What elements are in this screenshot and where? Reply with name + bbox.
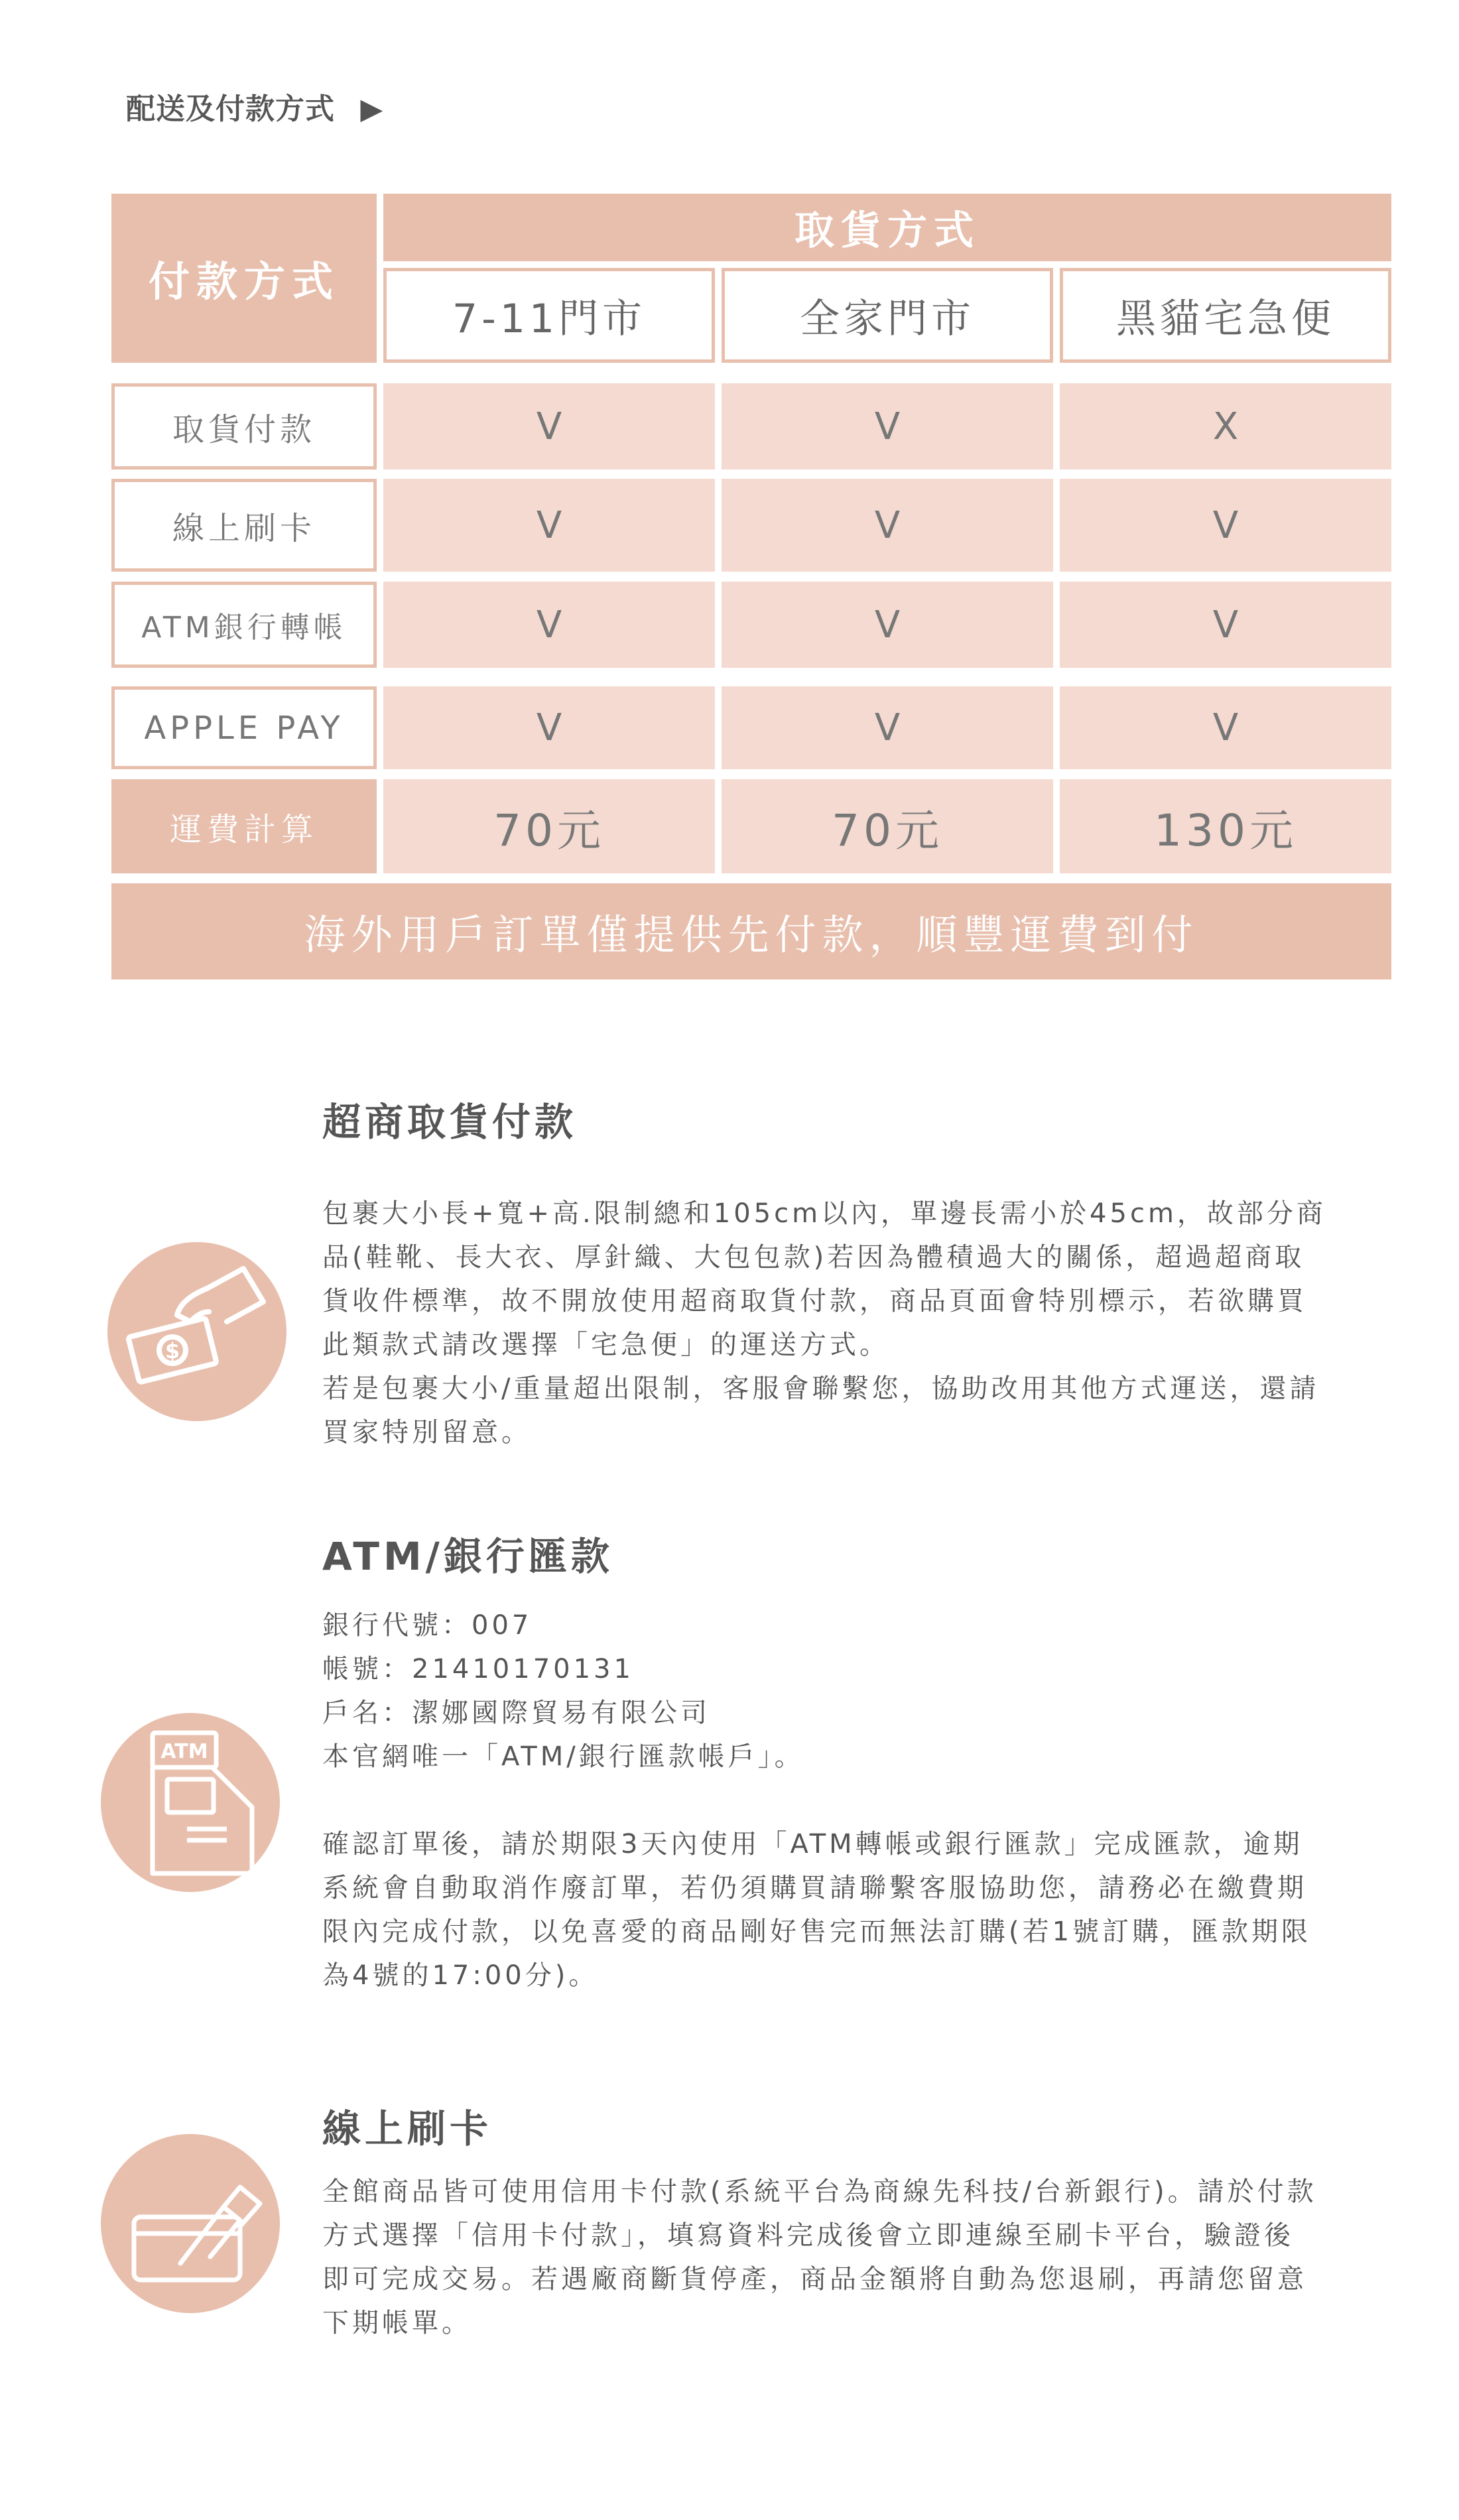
row-label-cod: 取貨付款 (111, 383, 377, 470)
section-title-cvs: 超商取貨付款 (322, 1100, 578, 1145)
section-title-atm: ATM/銀行匯款 (322, 1534, 613, 1579)
body-line: 系統會自動取消作廢訂單，若仍須購買請聯繫客服協助您，請務必在繳費期 (322, 1873, 1307, 1903)
body-line: 品(鞋靴、長大衣、厚針織、大包包款)若因為體積過大的關係，超過超商取 (322, 1242, 1305, 1273)
body-line: 為4號的17:00分)。 (322, 1960, 599, 1991)
fee-cell: 70元 (383, 779, 715, 873)
credit-card-hand-icon (101, 2134, 280, 2313)
table-cell: V (722, 582, 1053, 668)
body-line: 下期帳單。 (322, 2308, 472, 2338)
table-cell: X (1060, 383, 1391, 470)
pickup-method-header: 取貨方式 (383, 194, 1391, 261)
body-line: 帳號：21410170131 (322, 1654, 634, 1684)
fee-cell: 70元 (722, 779, 1053, 873)
row-label-shipping-fee: 運費計算 (111, 779, 377, 873)
payment-method-header: 付款方式 (111, 194, 377, 363)
row-label-credit-card: 線上刷卡 (111, 479, 377, 572)
body-line: 全館商品皆可使用信用卡付款(系統平台為商線先科技/台新銀行)。請於付款 (322, 2176, 1317, 2207)
body-line: 此類款式請改選擇「宅急便」的運送方式。 (322, 1330, 889, 1360)
play-arrow-icon: ▶ (360, 92, 384, 126)
table-cell: V (1060, 479, 1391, 572)
section-title-card: 線上刷卡 (322, 2106, 493, 2151)
body-line: 包裹大小長+寬+高.限制總和105cm以內，單邊長需小於45cm，故部分商 (322, 1198, 1326, 1229)
body-line: 即可完成交易。若遇廠商斷貨停產，商品金額將自動為您退刷，再請您留意 (322, 2264, 1307, 2295)
table-cell: V (383, 686, 715, 769)
table-cell: V (1060, 582, 1391, 668)
body-line: 買家特別留意。 (322, 1417, 531, 1448)
table-cell: V (722, 686, 1053, 769)
atm-icon-label: ATM (160, 1740, 208, 1763)
body-line: 戶名：潔娜國際貿易有限公司 (322, 1698, 710, 1728)
cash-hand-icon (107, 1242, 286, 1421)
table-cell: V (383, 582, 715, 668)
shipping-payment-table (0, 0, 1459, 995)
body-line: 確認訂單後，請於期限3天內使用「ATM轉帳或銀行匯款」完成匯款，逾期 (322, 1829, 1303, 1859)
section-body-card (322, 2170, 1370, 2345)
body-line (322, 1779, 1370, 1822)
column-header-family: 全家門市 (722, 268, 1053, 363)
table-cell: V (722, 479, 1053, 572)
overseas-note-banner: 海外用戶訂單僅提供先付款，順豐運費到付 (111, 883, 1391, 979)
section-body-cvs (322, 1192, 1370, 1454)
svg-text:$: $ (164, 1338, 180, 1363)
atm-machine-icon (101, 1713, 280, 1892)
body-line: 限內完成付款，以免喜愛的商品剛好售完而無法訂購(若1號訂購，匯款期限 (322, 1917, 1312, 1947)
column-header-tcat: 黑貓宅急便 (1060, 268, 1391, 363)
column-header-711: 7-11門市 (383, 268, 715, 363)
body-line: 本官網唯一「ATM/銀行匯款帳戶」。 (322, 1741, 804, 1772)
row-label-apple-pay: APPLE PAY (111, 686, 377, 769)
section-body-atm (322, 1604, 1370, 1997)
body-line: 貨收件標準，故不開放使用超商取貨付款，商品頁面會特別標示，若欲購買 (322, 1286, 1307, 1316)
body-line: 若是包裹大小/重量超出限制，客服會聯繫您，協助改用其他方式運送，還請 (322, 1373, 1320, 1404)
table-cell: V (383, 479, 715, 572)
body-line: 銀行代號：007 (322, 1610, 533, 1641)
body-line: 方式選擇「信用卡付款」，填寫資料完成後會立即連線至刷卡平台，驗證後 (322, 2220, 1294, 2251)
table-cell: V (383, 383, 715, 470)
table-cell: V (722, 383, 1053, 470)
fee-cell: 130元 (1060, 779, 1391, 873)
page-title-text: 配送及付款方式 (126, 92, 335, 126)
row-label-atm: ATM銀行轉帳 (111, 582, 377, 668)
table-cell: V (1060, 686, 1391, 769)
